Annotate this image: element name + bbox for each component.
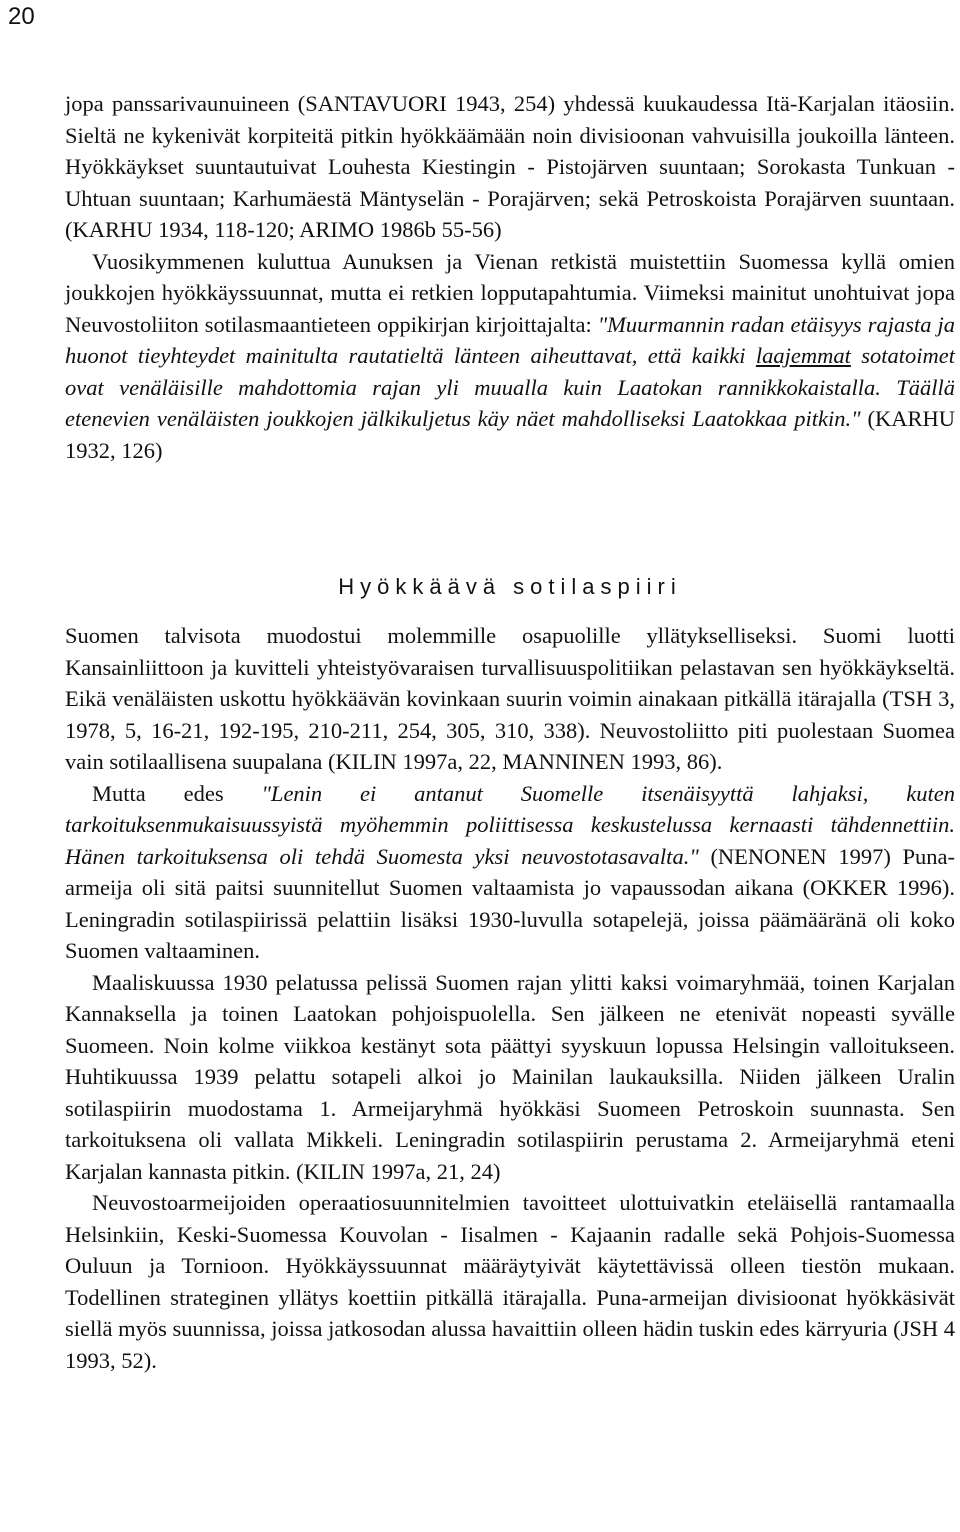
paragraph-rest: (NENONEN 1997) Puna-armeija oli sitä paitsi suunnitellut Suomen valtaamista jo vapaussodan aikana (OKKER 1996). Leningradin sotilaspiirissä pelattiin lisäksi 1930-luvulla sotapelejä, joissa päämääränä oli koko Suomen valtaaminen. (65, 843, 955, 963)
paragraph: Neuvostoarmeijoiden operaatiosuunnitelmien tavoitteet ulottuivatkin eteläisellä rantamaalla Helsinkiin, Keski-Suomessa Kouvolan - Iisalmen - Kajaanin radalle sekä Pohjois-Suomessa Ouluun ja Tornioon. Hyökkäyssuunnat määräytyivät käytettävissä olleen tiestön mukaan. Todellinen strateginen yllätys koettiin pitkällä itärajalla. Puna-armeijan divisioonat hyökkäsivät siellä myös suunnissa, joissa jatkosodan alussa havaittiin olleen hädin tuskin edes kärryuria (JSH 4 1993, 52). (65, 1190, 955, 1373)
text-block-top (65, 88, 955, 466)
quotation: sotatoimet ovat venäläisille mahdottomia rajan yli muualla kuin Laatokan rannikkokaistalla. Täällä etenevien venäläisten joukkojen jälkikuljetus käy näet mahdolliseksi Laatokkaa pitkin." (65, 343, 955, 431)
paragraph-lead: Vuosikymmenen kuluttua Aunuksen ja Vienan retkistä muistettiin Suomessa kyllä omien joukkojen hyökkäyssuunnat, mutta ei retkien lopputapahtumia. Viimeksi mainitut unohtuivat jopa Neuvostoliiton sotilasmaantieteen oppikirjan kirjoittajalta: (65, 248, 955, 337)
paragraph: Maaliskuussa 1930 pelatussa pelissä Suomen rajan ylitti kaksi voimaryhmää, toinen Karjalan Kannaksella ja toinen Laatokan pohjoispuolella. Sen jälkeen ne etenivät nopeasti syvälle Suomeen. Noin kolme viikkoa kestänyt sota päättyi syyskuun lopussa Helsingin valloitukseen. Huhtikuussa 1939 pelattu sotapeli alkoi jo Mainilan laukauksilla. Niiden jälkeen Uralin sotilaspiirin muodostama 1. Armeijaryhmä hyökkäsi Suomeen Petroskoin suunnasta. Sen tarkoituksena oli vallata Mikkeli. Leningradin sotilaspiirin perustama 2. Armeijaryhmä eteni Karjalan kannasta pitkin. (KILIN 1997a, 21, 24) (65, 969, 955, 1184)
citation: (KARHU 1932, 126) (65, 406, 956, 463)
text-block-main (65, 620, 955, 1376)
page-number: 20 (8, 3, 35, 30)
quotation: "Lenin ei antanut Suomelle itsenäisyyttä lahjaksi, kuten tarkoituksenmukaisuussyistä myöhemmin poliittisessa keskustelussa kernaasti tähdennettiin. Hänen tarkoituksensa oli tehdä Suomesta yksi neuvostotasavalta." (65, 780, 955, 869)
paragraph-with-quote (65, 246, 955, 467)
paragraph-lead: Mutta edes (92, 780, 262, 806)
quotation-underlined-word: laajemmat (755, 343, 851, 368)
paragraph-with-quote (65, 778, 955, 967)
quotation: "Muurmannin radan etäisyys rajasta ja huonot tieyhteydet mainitulta rautatieltä länteen aiheuttavat, että kaikki (65, 311, 955, 368)
paragraph: Suomen talvisota muodostui molemmille osapuolille yllätykselliseksi. Suomi luotti Kansainliittoon ja kuvitteli yhteistyövaraisen turvallisuuspolitiikan pelastavan sen hyökkäykseltä. Eikä venäläisten uskottu hyökkäävän kovinkaan suurin voimin ainakaan pitkällä itärajalla (TSH 3, 1978, 5, 16-21, 192-195, 210-211, 254, 305, 310, 338). Neuvostoliitto piti puolestaan Suomea vain sotilaallisena suupalana (KILIN 1997a, 22, MANNINEN 1993, 86). (65, 623, 955, 774)
paragraph: jopa panssarivaunuineen (SANTAVUORI 1943, 254) yhdessä kuukaudessa Itä-Karjalan itäosiin. Sieltä ne kykenivät korpiteitä pitkin hyökkäämään noin divisioonan vahvuisilla joukoilla länteen. Hyökkäykset suuntautuivat Louhesta Kiestingin - Pistojärven suuntaan; Sorokasta Tunkuan - Uhtuan suuntaan; Karhumäestä Mäntyselän - Porajärven; sekä Petroskoista Porajärven suuntaan. (KARHU 1934, 118-120; ARIMO 1986b 55-56) (65, 91, 955, 242)
section-heading: Hyökkäävä sotilaspiiri (338, 574, 682, 599)
